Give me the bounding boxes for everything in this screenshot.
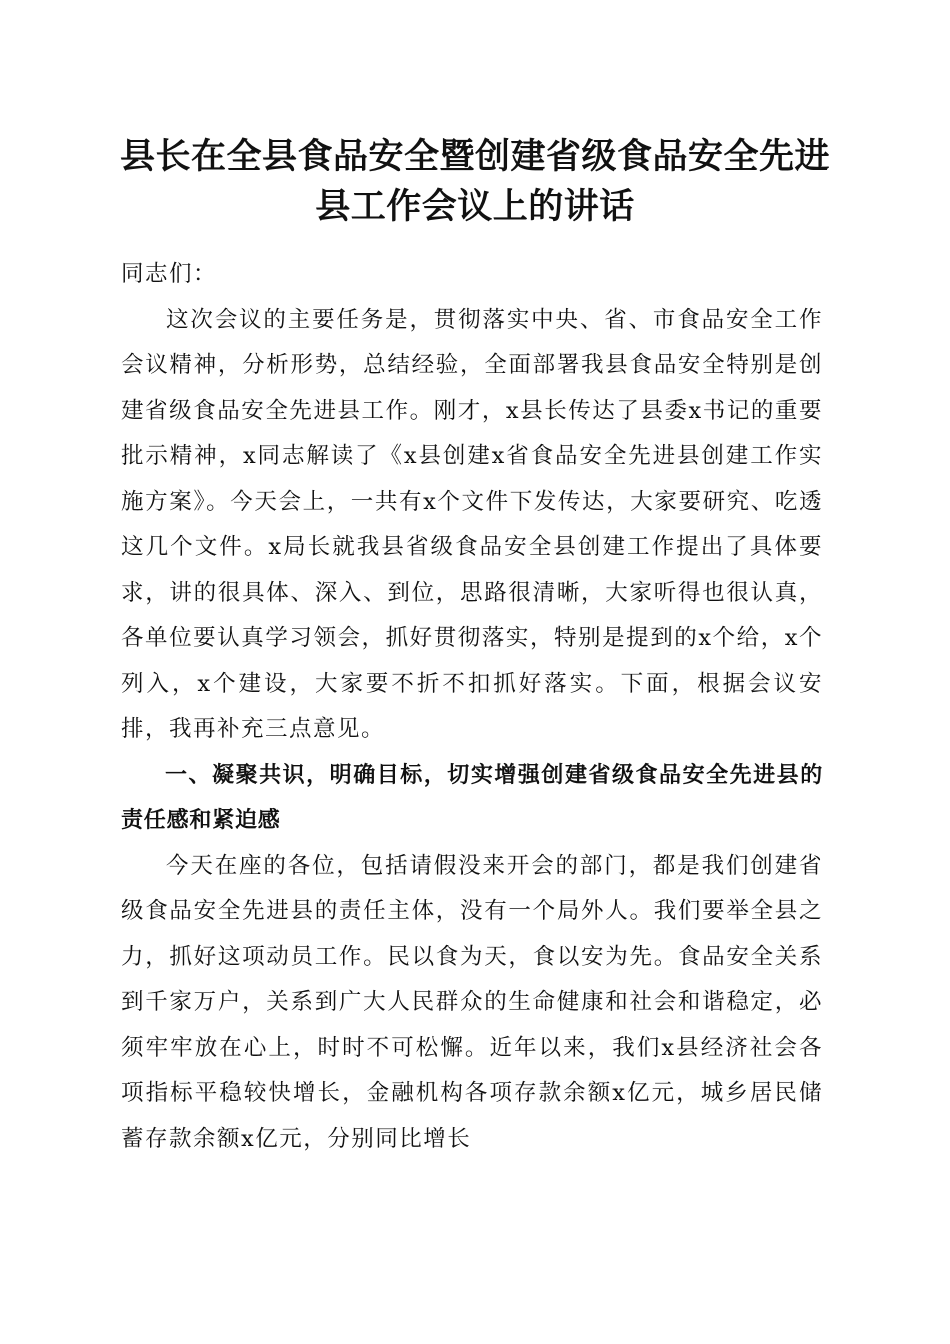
title-line-2: 县工作会议上的讲话 — [315, 187, 635, 227]
paragraph-section-1: 今天在座的各位，包括请假没来开会的部门，都是我们创建省级食品安全先进县的责任主体，没有一个局外人。我们要举全县之力，抓好这项动员工作。民以食为天，食以安为先。食品安全关系到千家万户，关系到广大人民群众的生命健康和社会和谐稳定，必须牢牢放在心上，时时不可松懈。近年以来，我们x县经济社会各项指标平稳较快增长，金融机构各项存款余额x亿元，城乡居民储蓄存款余额x亿元，分别同比增长 — [121, 852, 823, 1152]
title-line-1: 县长在全县食品安全暨创建省级食品安全先进 — [119, 137, 830, 177]
salutation: 同志们： — [121, 261, 218, 287]
document-body — [121, 250, 823, 1162]
document-title — [100, 132, 850, 232]
paragraph-intro: 这次会议的主要任务是，贯彻落实中央、省、市食品安全工作会议精神，分析形势，总结经验，全面部署我县食品安全特别是创建省级食品安全先进县工作。刚才，x县长传达了县委x书记的重要批示精神，x同志解读了《x县创建x省食品安全先进县创建工作实施方案》。今天会上，一共有x个文件下发传达，大家要研究、吃透这几个文件。x局长就我县省级食品安全县创建工作提出了具体要求，讲的很具体、深入、到位，思路很清晰，大家听得也很认真，各单位要认真学习领会，抓好贯彻落实，特别是提到的x个给，x个列入，x个建设，大家要不折不扣抓好落实。下面，根据会议安排，我再补充三点意见。 — [121, 306, 823, 742]
section-heading-1: 一、凝聚共识，明确目标，切实增强创建省级食品安全先进县的责任感和紧迫感 — [121, 762, 823, 833]
